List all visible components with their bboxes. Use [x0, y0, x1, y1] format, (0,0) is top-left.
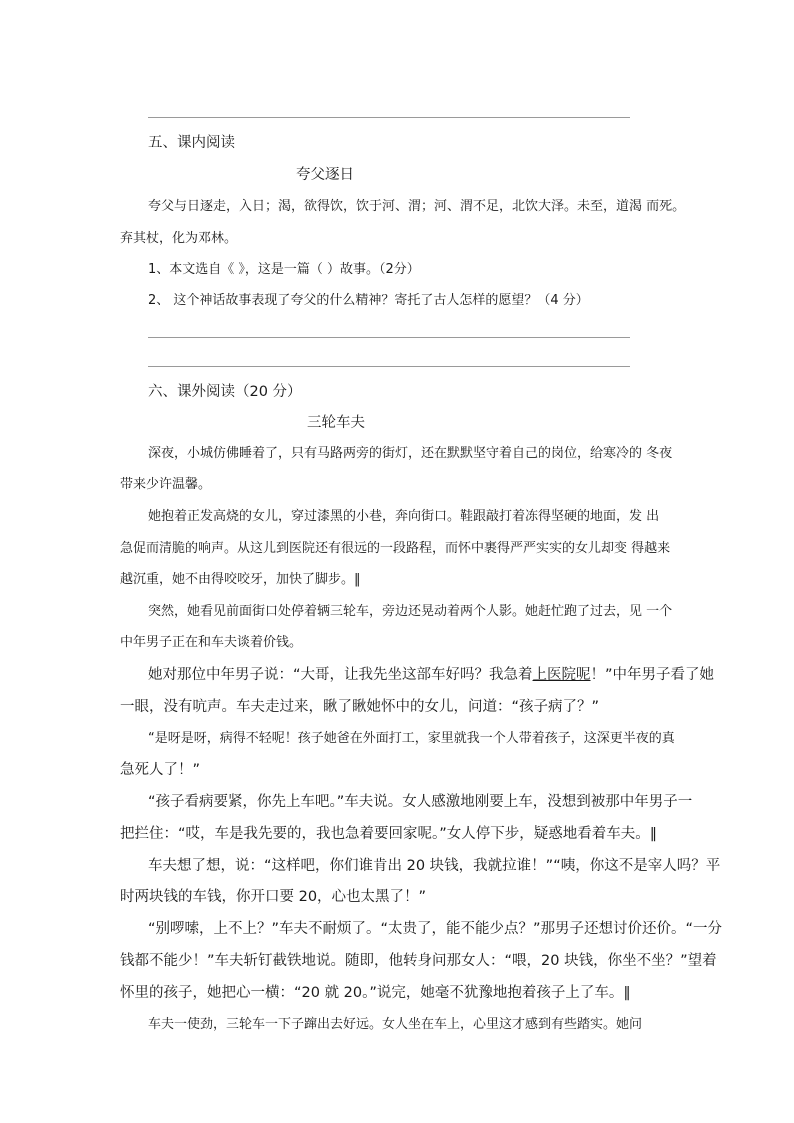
- story-line: 怀里的孩子，她把心一横：“20 就 20。”说完，她毫不犹豫地抱着孩子上了车。‖: [120, 985, 631, 1001]
- section5-question-1: 1、本文选自《 》，这是一篇（ ）故事。（2分）: [148, 262, 420, 277]
- section5-passage-line: 弃其杖，化为邓林。: [120, 231, 238, 246]
- underlined-text: 上医院呢: [532, 667, 591, 683]
- story-line: 车夫想了想，说：“这样吧，你们谁肯出 20 块钱，我就拉谁！”“咦，你这不是宰人吗？平: [148, 858, 721, 874]
- story-line: 带来少许温馨。: [120, 477, 212, 492]
- top-divider-line: [148, 117, 630, 118]
- story-text: ！”中年男子看了她: [590, 667, 715, 683]
- story-line: 急促而清脆的响声。从这儿到医院还有很远的一段路程，而怀中裹得严严实实的女儿却变 得越来: [120, 541, 671, 556]
- story-line: 她抱着正发高烧的女儿，穿过漆黑的小巷，奔向街口。鞋跟敲打着冻得坚硬的地面，发 出: [148, 509, 660, 524]
- section6-heading: 六、课外阅读（20 分）: [148, 384, 302, 400]
- story-line: 车夫一使劲，三轮车一下子蹿出去好远。女人坐在车上，心里这才感到有些踏实。她问: [148, 1017, 643, 1032]
- section5-question-2: 2、 这个神话故事表现了夸父的什么精神？寄托了古人怎样的愿望？（4 分）: [148, 293, 589, 308]
- story-line: “别啰嗦，上不上？”车夫不耐烦了。“太贵了，能不能少点？”那男子还想讨价还价。“一分: [148, 921, 723, 937]
- section6-title: 三轮车夫: [307, 415, 365, 431]
- answer-line: [148, 337, 630, 338]
- story-text: 她对那位中年男子说：“大哥，让我先坐这部车好吗？我急着: [148, 667, 533, 683]
- story-line: 深夜，小城仿佛睡着了，只有马路两旁的街灯，还在默默坚守着自己的岗位，给寒冷的 冬夜: [148, 446, 673, 461]
- section5-passage-line: 夸父与日逐走，入日；渴，欲得饮，饮于河、渭；河、渭不足，北饮大泽。未至，道渴 而死。: [148, 199, 686, 214]
- story-line: “孩子看病要紧，你先上车吧。”车夫说。女人感激地刚要上车，没想到被那中年男子一: [148, 794, 693, 810]
- story-line: “是呀是呀，病得不轻呢！孩子她爸在外面打工，家里就我一个人带着孩子，这深更半夜的真: [148, 731, 675, 746]
- story-line: 中年男子正在和车夫谈着价钱。: [120, 635, 303, 650]
- story-line: 一眼，没有吭声。车夫走过来，瞅了瞅她怀中的女儿，问道：“孩子病了？”: [120, 699, 600, 715]
- section5-title: 夸父逐日: [296, 167, 354, 183]
- story-line: 把拦住：“哎，车是我先要的，我也急着要回家呢。”女人停下步，疑惑地看着车夫。‖: [120, 826, 658, 842]
- story-line: 时两块钱的车钱，你开口要 20，心也太黑了！”: [120, 889, 427, 905]
- story-line: [148, 666, 714, 684]
- section5-heading: 五、课内阅读: [148, 135, 235, 151]
- story-line: 越沉重，她不由得咬咬牙，加快了脚步。‖: [120, 572, 361, 587]
- story-line: 急死人了！”: [120, 762, 201, 778]
- answer-line: [148, 366, 630, 367]
- story-line: 钱都不能少！”车夫斩钉截铁地说。随即，他转身问那女人：“喂，20 块钱，你坐不坐？”望着: [120, 953, 717, 969]
- story-line: 突然，她看见前面街口处停着辆三轮车，旁边还晃动着两个人影。她赶忙跑了过去，见 一个: [148, 604, 673, 619]
